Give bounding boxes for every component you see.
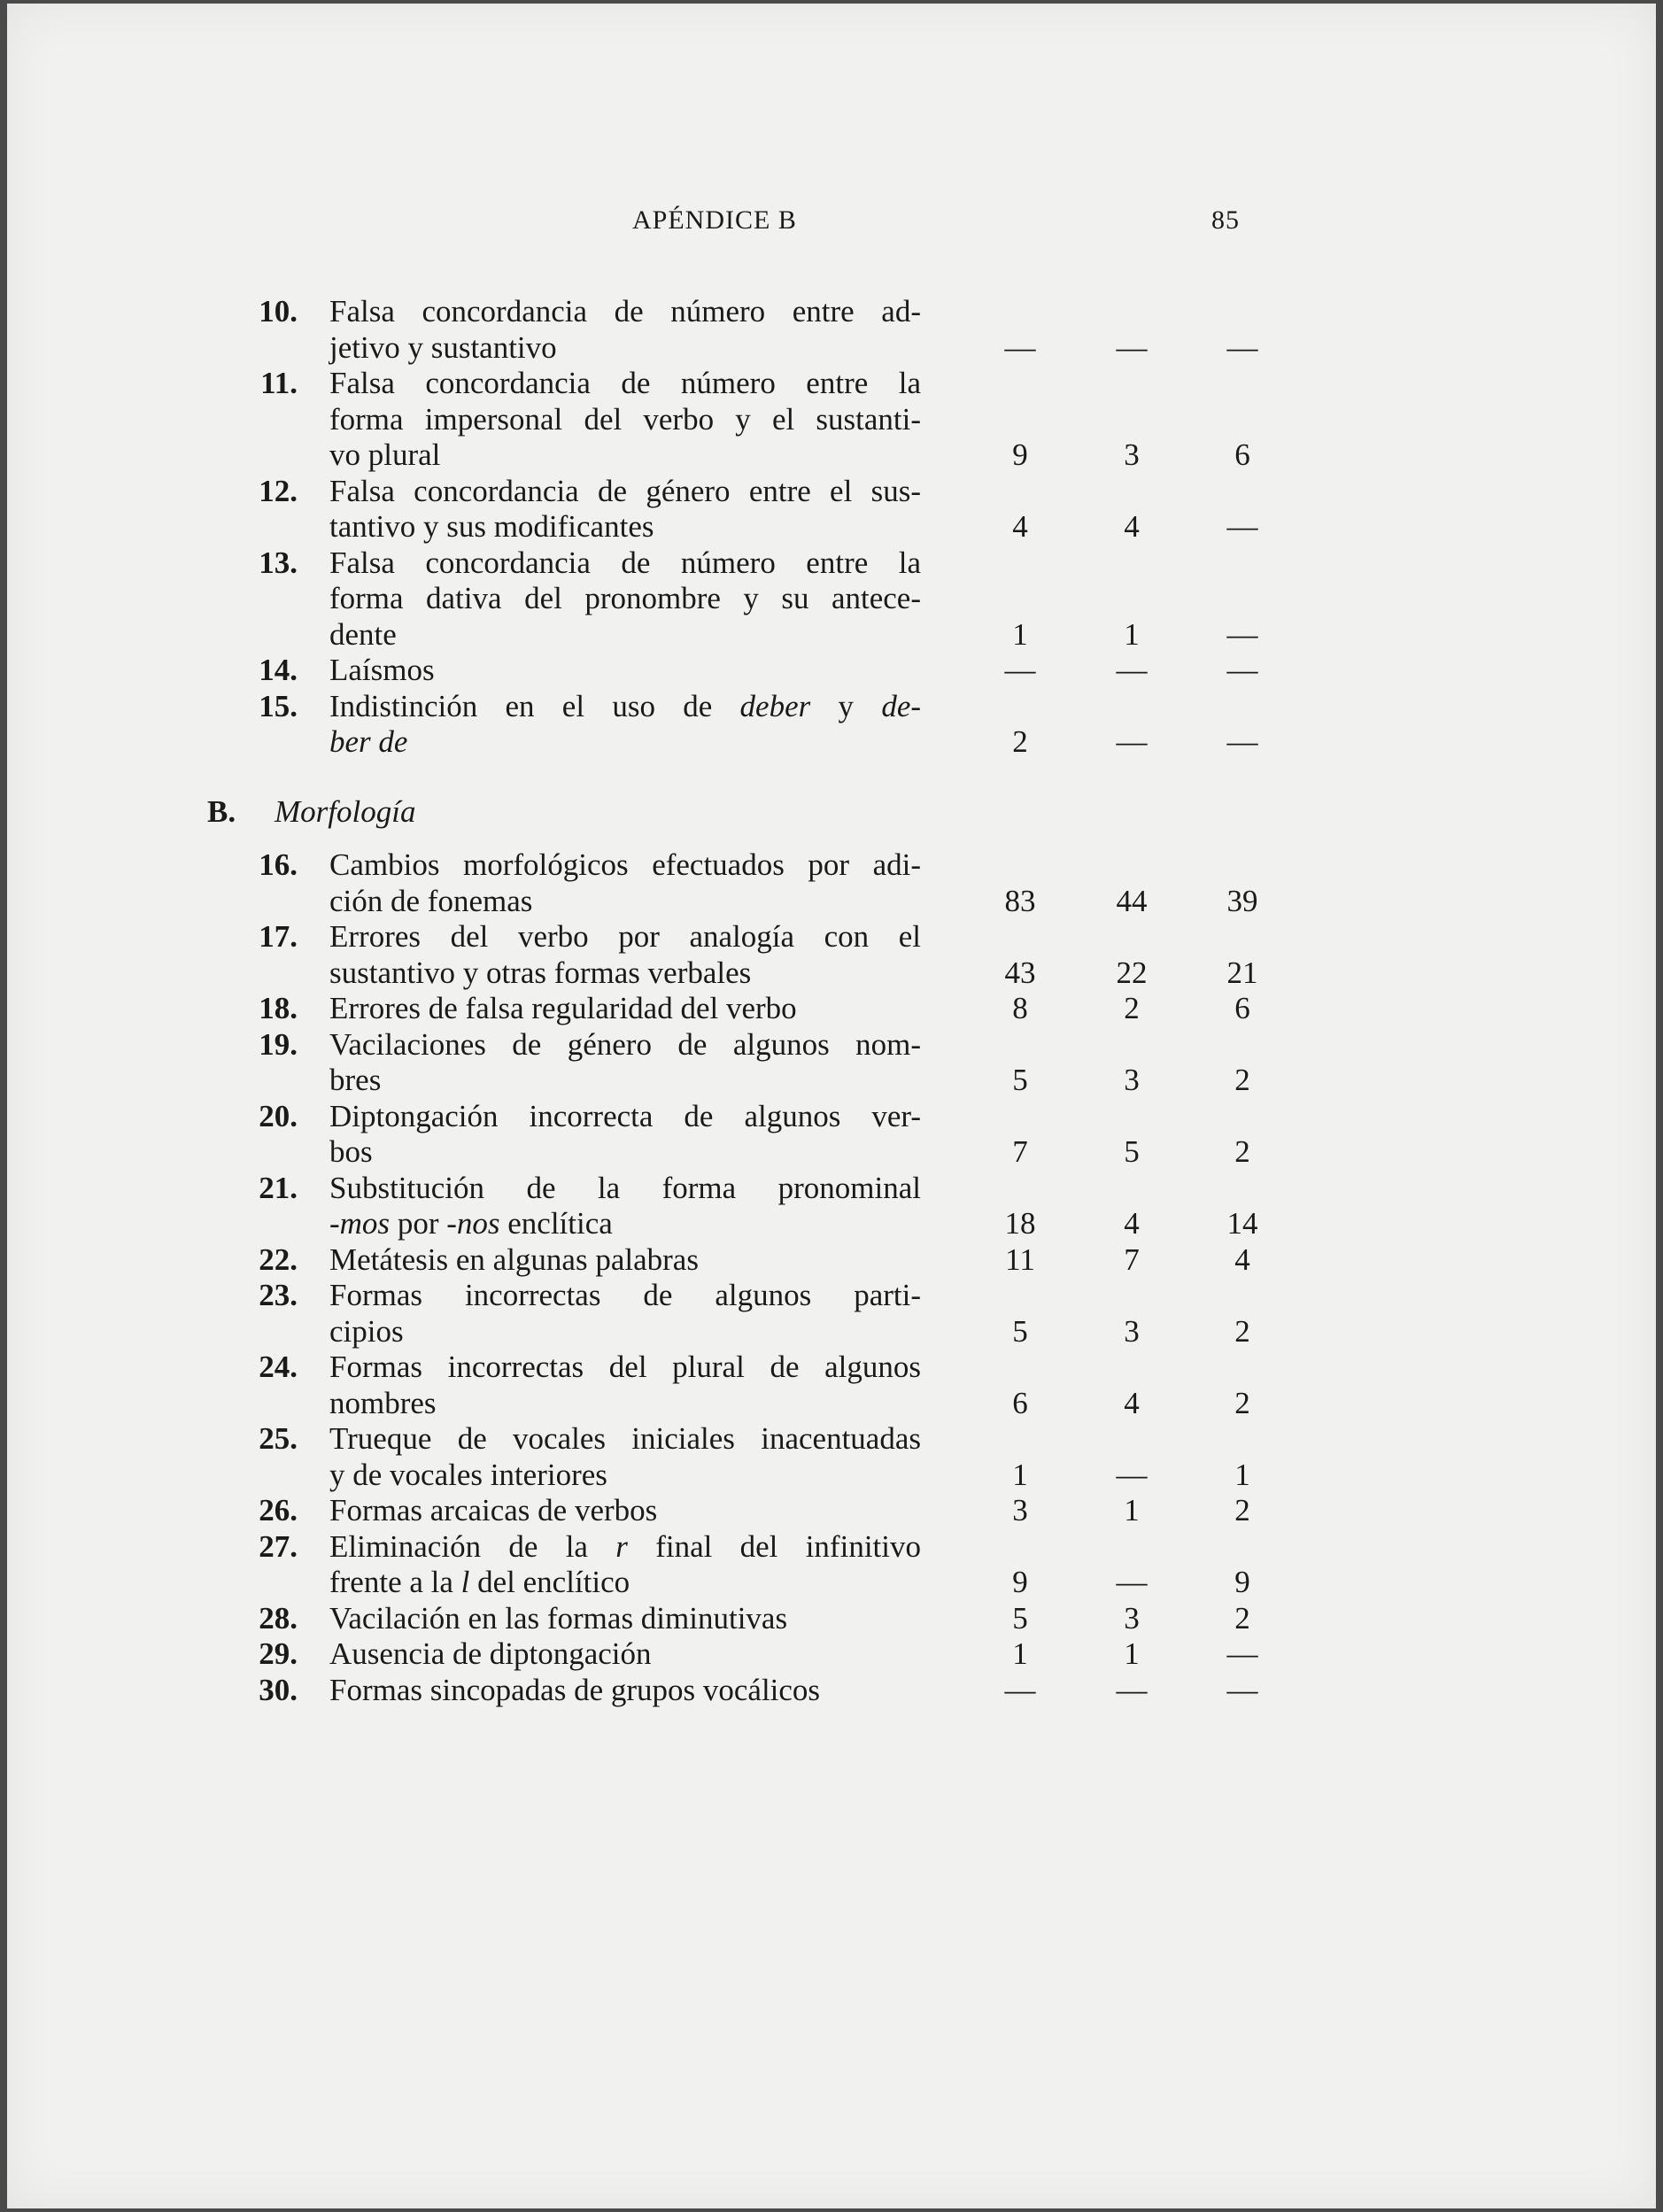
item-text: Diptongación incorrecta de algunos ver- [329, 1098, 921, 1133]
count-total: 7 [1012, 1134, 1028, 1169]
count-col2: 1 [1124, 1493, 1140, 1528]
header-title: APÉNDICE B [632, 205, 797, 235]
list-item [7, 545, 1656, 654]
item-number: 19. [259, 1026, 298, 1062]
item-text: forma impersonal del verbo y el sustanti- [329, 401, 921, 437]
count-col3: — [1226, 1636, 1258, 1671]
count-total: 5 [1012, 1313, 1028, 1349]
item-text: Eliminación de la r final del infinitivo [329, 1528, 921, 1564]
count-total: 43 [1004, 955, 1036, 990]
list-item [7, 919, 1656, 991]
item-text: frente a la l del enclítico [329, 1565, 630, 1599]
list-item [7, 294, 1656, 366]
count-col3: — [1226, 653, 1258, 687]
count-total: 1 [1012, 1636, 1028, 1671]
item-text: Vacilaciones de género de algunos nom- [329, 1026, 921, 1062]
item-number: 18. [259, 991, 298, 1025]
count-col3: 2 [1234, 1493, 1250, 1528]
item-text: Metátesis en algunas palabras [329, 1241, 699, 1277]
item-number: 30. [259, 1672, 298, 1707]
count-col2: 3 [1124, 1600, 1140, 1636]
item-text: forma dativa del pronombre y su antece- [329, 581, 921, 615]
item-text: Laísmos [329, 653, 435, 687]
count-col2: 3 [1124, 437, 1140, 472]
count-total: 18 [1004, 1206, 1036, 1241]
count-total: 5 [1012, 1063, 1028, 1097]
count-col2: 1 [1124, 1636, 1140, 1671]
item-number: 29. [259, 1636, 298, 1671]
section-a-items [7, 294, 1656, 761]
page-number: 85 [1211, 205, 1240, 235]
count-col3: 2 [1234, 1313, 1250, 1349]
list-item [7, 991, 1656, 1027]
item-number: 11. [260, 366, 298, 400]
item-text: y de vocales interiores [329, 1457, 607, 1492]
count-col3: 4 [1234, 1241, 1250, 1277]
item-text: ber de [329, 724, 408, 759]
list-item [7, 1099, 1656, 1171]
count-col2: — [1116, 329, 1148, 365]
list-item [7, 847, 1656, 919]
list-item [7, 1421, 1656, 1493]
item-text: bres [329, 1063, 382, 1097]
count-col3: 2 [1234, 1385, 1250, 1420]
section-letter: B. [207, 793, 236, 829]
count-col3: — [1226, 724, 1258, 759]
item-text: Formas incorrectas de algunos parti- [329, 1278, 921, 1312]
count-col2: 7 [1124, 1241, 1140, 1277]
item-number: 24. [259, 1350, 298, 1384]
list-item [7, 1278, 1656, 1350]
item-text: Falsa concordancia de número entre la [329, 545, 921, 580]
item-text: Trueque de vocales iniciales inacentuadas [329, 1421, 921, 1456]
list-item [7, 1350, 1656, 1421]
item-text: Errores del verbo por analogía con el [329, 919, 921, 954]
count-total: — [1004, 653, 1036, 687]
count-total: 5 [1012, 1600, 1028, 1636]
item-text: bos [329, 1134, 373, 1169]
item-number: 12. [259, 473, 298, 508]
count-col3: 14 [1226, 1206, 1258, 1241]
list-item [7, 1493, 1656, 1529]
appendix-table [7, 294, 1656, 1708]
list-item [7, 1636, 1656, 1673]
section-title: Morfología [275, 793, 416, 829]
count-total: 8 [1012, 991, 1028, 1025]
item-text: Falsa concordancia de género entre el sus- [329, 473, 921, 508]
count-total: 9 [1012, 1565, 1028, 1599]
item-text: Indistinción en el uso de deber y de- [329, 688, 922, 723]
item-text: -mos por -nos enclítica [329, 1206, 613, 1241]
item-text: dente [329, 616, 397, 652]
count-total: — [1004, 329, 1036, 365]
item-number: 21. [259, 1170, 298, 1205]
count-col2: 4 [1124, 509, 1140, 544]
count-total: 9 [1012, 437, 1028, 472]
count-col3: — [1226, 509, 1258, 544]
item-number: 17. [259, 919, 298, 954]
count-col2: — [1116, 653, 1148, 687]
item-text: Formas arcaicas de verbos [329, 1493, 658, 1528]
count-total: 83 [1004, 883, 1036, 918]
item-number: 15. [259, 688, 298, 723]
item-text: Cambios morfológicos efectuados por adi- [329, 847, 921, 882]
count-col3: 2 [1234, 1063, 1250, 1097]
item-number: 20. [259, 1098, 298, 1133]
count-col2: — [1116, 1672, 1148, 1707]
list-item [7, 689, 1656, 761]
item-text: cipios [329, 1313, 404, 1349]
count-col3: 2 [1234, 1600, 1250, 1636]
item-number: 23. [259, 1278, 298, 1312]
item-text: Errores de falsa regularidad del verbo [329, 991, 797, 1025]
item-text: sustantivo y otras formas verbales [329, 955, 752, 990]
count-col2: 22 [1116, 955, 1148, 990]
item-text: Falsa concordancia de número entre la [329, 366, 921, 400]
count-total: 1 [1012, 616, 1028, 652]
count-total: 3 [1012, 1493, 1028, 1528]
count-col2: 4 [1124, 1206, 1140, 1241]
count-total: 2 [1012, 724, 1028, 759]
item-text: Ausencia de diptongación [329, 1636, 652, 1671]
item-text: Substitución de la forma pronominal [329, 1170, 921, 1205]
page [7, 4, 1656, 2208]
count-col3: 21 [1226, 955, 1258, 990]
list-item [7, 474, 1656, 545]
count-col3: — [1226, 616, 1258, 652]
item-text: ción de fonemas [329, 883, 533, 918]
count-col2: — [1116, 1457, 1148, 1492]
count-total: 11 [1005, 1241, 1035, 1277]
count-col2: 3 [1124, 1313, 1140, 1349]
item-text: nombres [329, 1385, 437, 1420]
list-item [7, 1601, 1656, 1637]
count-col3: 9 [1234, 1565, 1250, 1599]
count-col2: 3 [1124, 1063, 1140, 1097]
item-number: 22. [259, 1241, 298, 1277]
section-heading [7, 794, 1656, 831]
item-number: 25. [259, 1421, 298, 1456]
count-col3: 6 [1234, 991, 1250, 1025]
item-number: 27. [259, 1528, 298, 1564]
section-b-items [7, 847, 1656, 1708]
item-text: Falsa concordancia de número entre ad- [329, 294, 921, 329]
running-header [7, 205, 1656, 241]
item-number: 16. [259, 847, 298, 882]
count-col3: 1 [1234, 1457, 1250, 1492]
count-col2: — [1116, 1565, 1148, 1599]
count-col2: 5 [1124, 1134, 1140, 1169]
item-text: jetivo y sustantivo [329, 329, 557, 365]
count-col3: 39 [1226, 883, 1258, 918]
item-text: Vacilación en las formas diminutivas [329, 1600, 788, 1636]
item-text: vo plural [329, 437, 441, 472]
count-col3: — [1226, 1672, 1258, 1707]
item-text: Formas sincopadas de grupos vocálicos [329, 1672, 821, 1707]
count-col3: 2 [1234, 1134, 1250, 1169]
item-number: 26. [259, 1493, 298, 1528]
count-col3: 6 [1234, 437, 1250, 472]
list-item [7, 1027, 1656, 1099]
count-total: — [1004, 1672, 1036, 1707]
count-col2: — [1116, 724, 1148, 759]
item-number: 28. [259, 1600, 298, 1636]
count-total: 1 [1012, 1457, 1028, 1492]
item-number: 13. [259, 545, 298, 580]
count-col2: 1 [1124, 616, 1140, 652]
count-col2: 2 [1124, 991, 1140, 1025]
count-col3: — [1226, 329, 1258, 365]
list-item [7, 1673, 1656, 1709]
item-text: Formas incorrectas del plural de algunos [329, 1350, 921, 1384]
item-text: tantivo y sus modificantes [329, 509, 654, 544]
list-item [7, 653, 1656, 689]
count-total: 6 [1012, 1385, 1028, 1420]
count-col2: 44 [1116, 883, 1148, 918]
list-item [7, 1171, 1656, 1242]
list-item [7, 366, 1656, 474]
item-number: 14. [259, 653, 298, 687]
item-number: 10. [259, 294, 298, 329]
list-item [7, 1529, 1656, 1601]
count-total: 4 [1012, 509, 1028, 544]
count-col2: 4 [1124, 1385, 1140, 1420]
list-item [7, 1242, 1656, 1279]
